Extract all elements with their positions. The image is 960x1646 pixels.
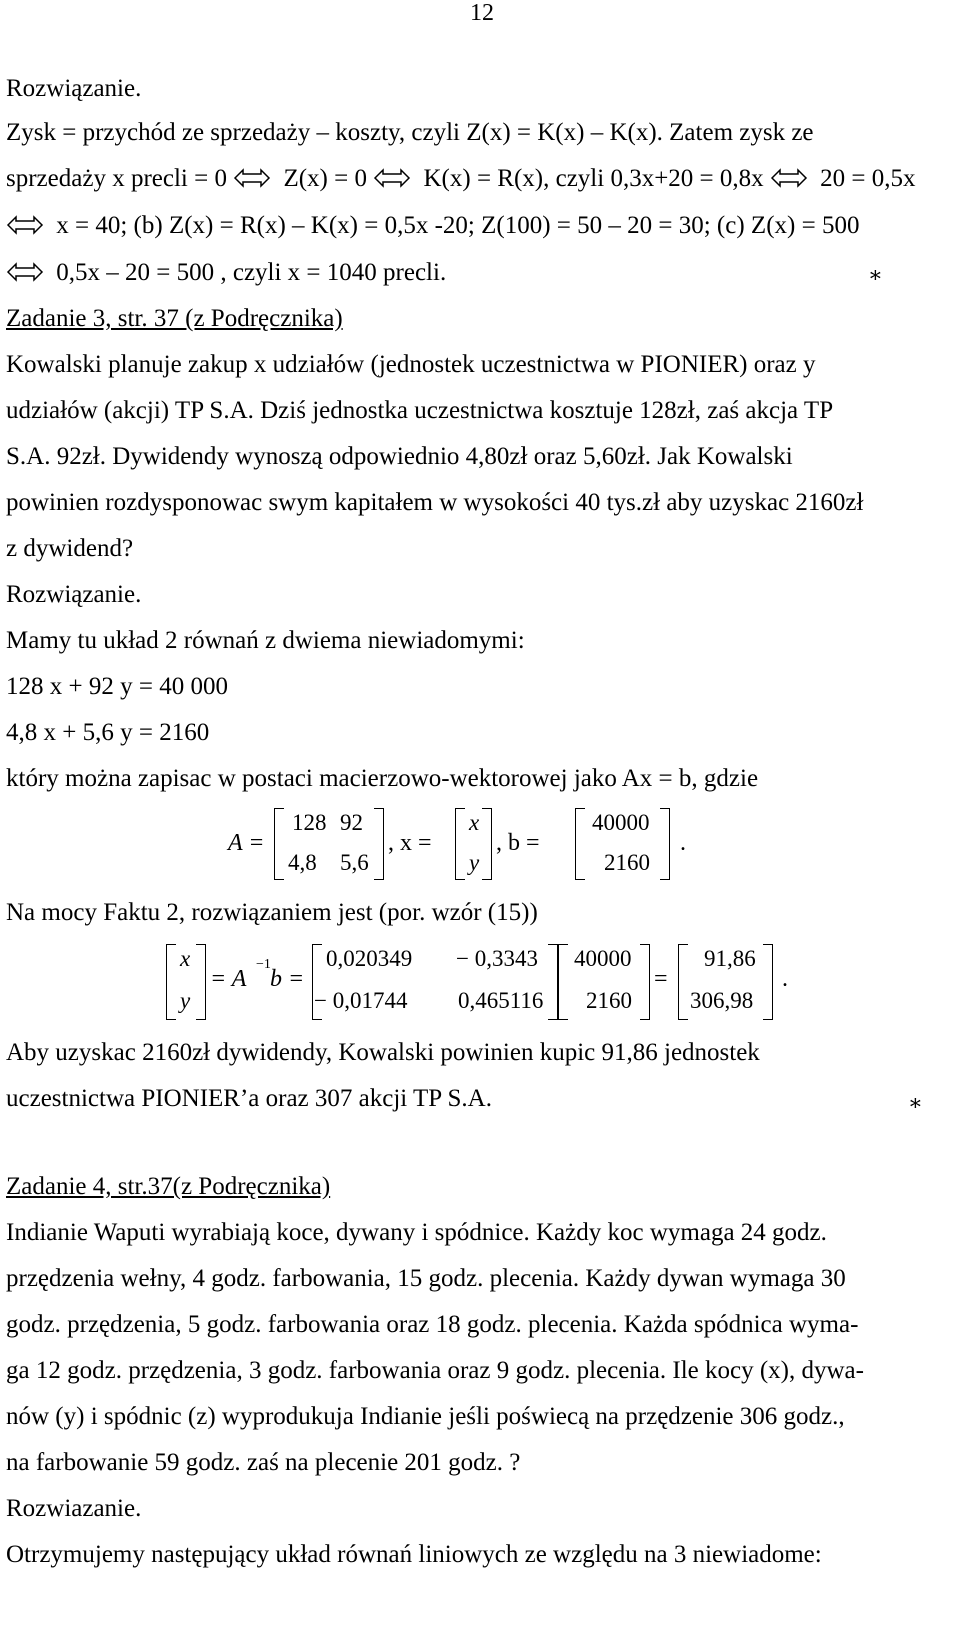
inverse-label: = A: [210, 966, 247, 992]
bracket-left: [678, 944, 688, 1020]
double-arrow-icon: [233, 168, 271, 188]
page-number: 12: [470, 0, 494, 26]
end-marker: ∗: [908, 1090, 923, 1115]
equation-line: 128 x + 92 y = 40 000: [6, 673, 228, 700]
text-line: na farbowanie 59 godz. zaś na plecenie 201 godz. ?: [6, 1449, 521, 1476]
bracket-left: [274, 808, 284, 880]
result-cell: 306,98: [690, 988, 754, 1013]
bracket-right: [196, 944, 206, 1020]
text-fragment: 0,5x – 20 = 500 , czyli x = 1040 precli.: [50, 259, 447, 286]
vector-cell: y: [180, 988, 191, 1013]
text-line: Na mocy Faktu 2, rozwiązaniem jest (por. wzór (15)): [6, 899, 538, 926]
bracket-right: [374, 808, 384, 880]
text-line: Zysk = przychód ze sprzedaży – koszty, czyli Z(x) = K(x) – K(x). Zatem zysk ze: [6, 119, 814, 146]
double-arrow-icon: [770, 168, 808, 188]
text-fragment: 20 = 0,5x: [813, 165, 916, 192]
vector-cell: 40000: [574, 946, 632, 971]
exercise-heading-4: Zadanie 4, str.37(z Podręcznika): [6, 1173, 331, 1200]
text-line: powinien rozdysponowac swym kapitałem w wysokości 40 tys.zł aby uzyskac 2160zł: [6, 489, 864, 516]
solution-heading-1: Rozwiązanie.: [6, 75, 142, 102]
matrix-cell: 4,8: [288, 850, 317, 875]
text-fragment: x = 40; (b) Z(x) = R(x) – K(x) = 0,5x -20; Z(100) = 50 – 20 = 30; (c) Z(x) = 500: [50, 212, 860, 239]
period: .: [782, 966, 788, 992]
period: .: [680, 830, 686, 856]
text-fragment: K(x) = R(x), czyli 0,3x+20 = 0,8x: [417, 165, 770, 192]
text-line: [6, 164, 916, 194]
text-line: Kowalski planuje zakup x udziałów (jednostek uczestnictwa w PIONIER) oraz y: [6, 351, 816, 378]
matrix-cell: − 0,3343: [456, 946, 538, 971]
bracket-left: [558, 944, 568, 1020]
matrix-cell: 5,6: [340, 850, 369, 875]
vector-cell: 2160: [586, 988, 632, 1013]
vector-cell: 2160: [604, 850, 650, 875]
bracket-left: [455, 808, 465, 880]
bracket-right: [660, 808, 670, 880]
bracket-right: [763, 944, 773, 1020]
text-line: Mamy tu układ 2 równań z dwiema niewiadomymi:: [6, 627, 525, 654]
double-arrow-icon: [373, 168, 411, 188]
bracket-right: [482, 808, 492, 880]
matrix-cell: 128: [292, 810, 327, 835]
text-line: Indianie Waputi wyrabiają koce, dywany i spódnice. Każdy koc wymaga 24 godz.: [6, 1219, 827, 1246]
text-line: ga 12 godz. przędzenia, 3 godz. farbowania oraz 9 godz. plecenia. Ile kocy (x), dywa-: [6, 1357, 864, 1384]
inverse-exponent: −1: [256, 957, 271, 972]
text-line: [6, 211, 859, 241]
matrix-cell: 0,020349: [326, 946, 413, 971]
text-line: uczestnictwa PIONIER’a oraz 307 akcji TP S.A.: [6, 1085, 492, 1112]
solution-heading-3: Rozwiazanie.: [6, 1495, 142, 1522]
equals-sign: =: [654, 966, 668, 992]
vector-b-label: , b =: [496, 830, 540, 856]
bracket-right: [640, 944, 650, 1020]
text-line: udziałów (akcji) TP S.A. Dziś jednostka uczestnictwa kosztuje 128zł, zaś akcja TP: [6, 397, 834, 424]
text-line: który można zapisac w postaci macierzowo-wektorowej jako Ax = b, gdzie: [6, 765, 759, 792]
text-line: godz. przędzenia, 5 godz. farbowania oraz 18 godz. plecenia. Każda spódnica wyma-: [6, 1311, 859, 1338]
bracket-left: [166, 944, 176, 1020]
matrix-cell: 92: [340, 810, 363, 835]
text-line: Otrzymujemy następujący układ równań liniowych ze względu na 3 niewiadome:: [6, 1541, 822, 1568]
text-fragment: sprzedaży x precli = 0: [6, 165, 234, 192]
vector-x-label: , x =: [388, 830, 432, 856]
result-cell: 91,86: [704, 946, 756, 971]
bracket-left: [575, 808, 585, 880]
equation-line: 4,8 x + 5,6 y = 2160: [6, 719, 210, 746]
double-arrow-icon: [6, 215, 44, 235]
text-line: [6, 258, 446, 288]
text-line: Aby uzyskac 2160zł dywidendy, Kowalski powinien kupic 91,86 jednostek: [6, 1039, 760, 1066]
text-line: S.A. 92zł. Dywidendy wynoszą odpowiednio 4,80zł oraz 5,60zł. Jak Kowalski: [6, 443, 793, 470]
vector-b-label: b =: [270, 966, 305, 992]
text-fragment: Z(x) = 0: [277, 165, 374, 192]
bracket-right: [548, 944, 558, 1020]
text-line: przędzenia wełny, 4 godz. farbowania, 15 godz. plecenia. Każdy dywan wymaga 30: [6, 1265, 846, 1292]
matrix-cell: − 0,01744: [314, 988, 408, 1013]
vector-cell: x: [469, 810, 480, 835]
exercise-heading-3: Zadanie 3, str. 37 (z Podręcznika): [6, 305, 343, 332]
vector-cell: 40000: [592, 810, 650, 835]
vector-cell: y: [469, 850, 480, 875]
text-line: z dywidend?: [6, 535, 134, 562]
matrix-A-label: A =: [228, 830, 265, 856]
matrix-cell: 0,465116: [458, 988, 544, 1013]
vector-cell: x: [180, 946, 191, 971]
solution-heading-2: Rozwiązanie.: [6, 581, 142, 608]
end-marker: ∗: [868, 262, 883, 287]
double-arrow-icon: [6, 262, 44, 282]
text-line: nów (y) i spódnic (z) wyprodukuja Indianie jeśli poświecą na przędzenie 306 godz.,: [6, 1403, 845, 1430]
